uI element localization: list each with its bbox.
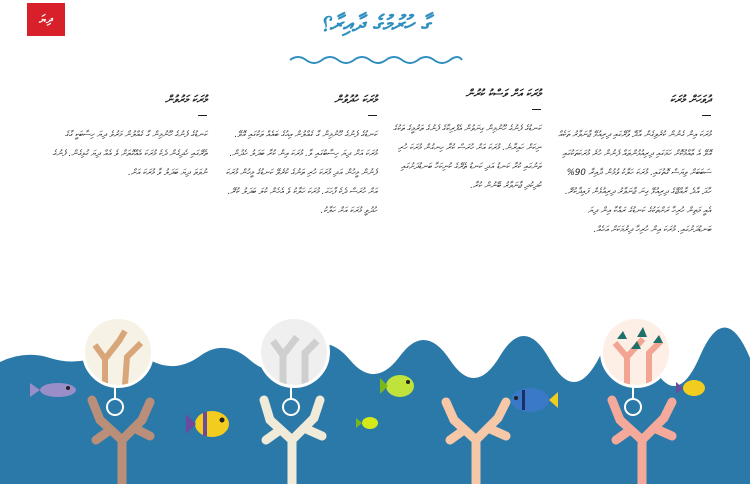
coral-dead-node <box>106 398 124 416</box>
column-3-body: ކަނޑުގެ ފެނުގެ ހޫނުމިން ގާ ގެއްލުން އިޙުގެ ބައެއް ތަކުގައި އޮވޭ. މުރަކަ އަށް ދިޔަ ހިސާބުގައި ވާ. މުރަކަ އިން ކުރާ ބަދަލު ހެދުން. ފެނުން މީހުން އަދި މުރަކަ ހުރި ތަނުގެ ކުރެވޭ ކަނޑުގެ މީހުން މުރަކަ އަށް ހުރަސް ދެކެ ފާހަގަ. މުރަކަ ހަލާކު ވެ އެހެން ކުލަ ބަދަލު ކުރޭ. ހުދުވީ މުރަކަ އަށް ހަލާކު. <box>225 130 377 216</box>
column-1-heading: ދުވަހަށް މުރަކަ <box>670 93 711 106</box>
coral-closeup-bleached <box>258 316 330 388</box>
page-title: ގާ ހުރުމުގެ ދާއިރާ؟ <box>319 12 431 37</box>
column-2-body: ކަނޑުގެ ފެނުގެ ހޫނުމިން ގިނަވުން އެފްރިކާގެ ފެނުގެ ތަރުމީގެ ތަކުގެ ނިކަށް ހައިރާނެ. މުރަކަ އަށް ހުރަސް ކުރާ ހިނގުން މުރަކަ ހުރި ތަނުގައި ކުރާ ކަނޑު އަދި ކަނޑު ތެރޭގެ ކުނިކަހާ ބަނޑުދަށުގައި ކުދިކުދި ޖާނަވާރު ބޭނުން ކުރާ. <box>393 124 541 191</box>
brand-logo[interactable]: ދިޔަ <box>27 3 65 36</box>
column-2-heading: މުރަކަ އަށް ވަސްކު ކުރުން <box>465 87 541 100</box>
column-3-heading: މުރަކަ ހުދުވުން <box>334 93 377 106</box>
column-4-body: ކަނޑުގެ ފެނުގެ ހޫނުމިން ގާ ގެއްލުން މަރުވެ ދިޔަ ހިސާބަކީ ގާގެ ތެރޭގައި ހެދިގެން ދެކެ މުރަކަ އެއްގޮތަށް ވެ އެއް ދިޔަ ގުޅިގެން. ފެނުގެ ނުވަތަ ދިޔަ ބަދަލު ވާ މުރަކަ އަށް. <box>52 130 207 178</box>
coral-closeup-dead <box>82 316 154 388</box>
column-4-heading: މުރަކަ މަރުވުން <box>164 93 207 106</box>
column-1-body: މުރަކަ އިން ގެނުން ކުރެވިގެން އާދޭ ވާރޭގައި ދިރިއުޅޭ ޖާނަވާރު ތަކެއް އޮވޭ އެ ޢާއްމުކޮށް ހަމަގައި ދިރިއުޅުންތައް ފެނުން ހުރެ މުރަކަތަކުގައި ސަބަބަށް ވިޔަސް ގޮތުގައި. މުރަކަ ހަލާކު ވުމުން ދާއިރާ 90% ހާދަ އާދެ ރާއްޖޭގެ ދިރިއުޅޭ ގިނަ ޖާނަވާރު ދިރިއުޅެން ފައިދާކުރޭ. އެއީ މަތިން ހުރިހާ ރަށްތަކުގެ ކަނޑުގެ ރައްކާ އިން ދިޔަ ބަނޑުދަށުގައި. މުރަކަ އިން ހުރިހާ ދިރުމަކަށް އަހެއް. <box>558 130 711 235</box>
coral-bleached-node <box>282 398 300 416</box>
coral-closeup-healthy <box>600 316 672 388</box>
coral-healthy-node <box>624 398 642 416</box>
